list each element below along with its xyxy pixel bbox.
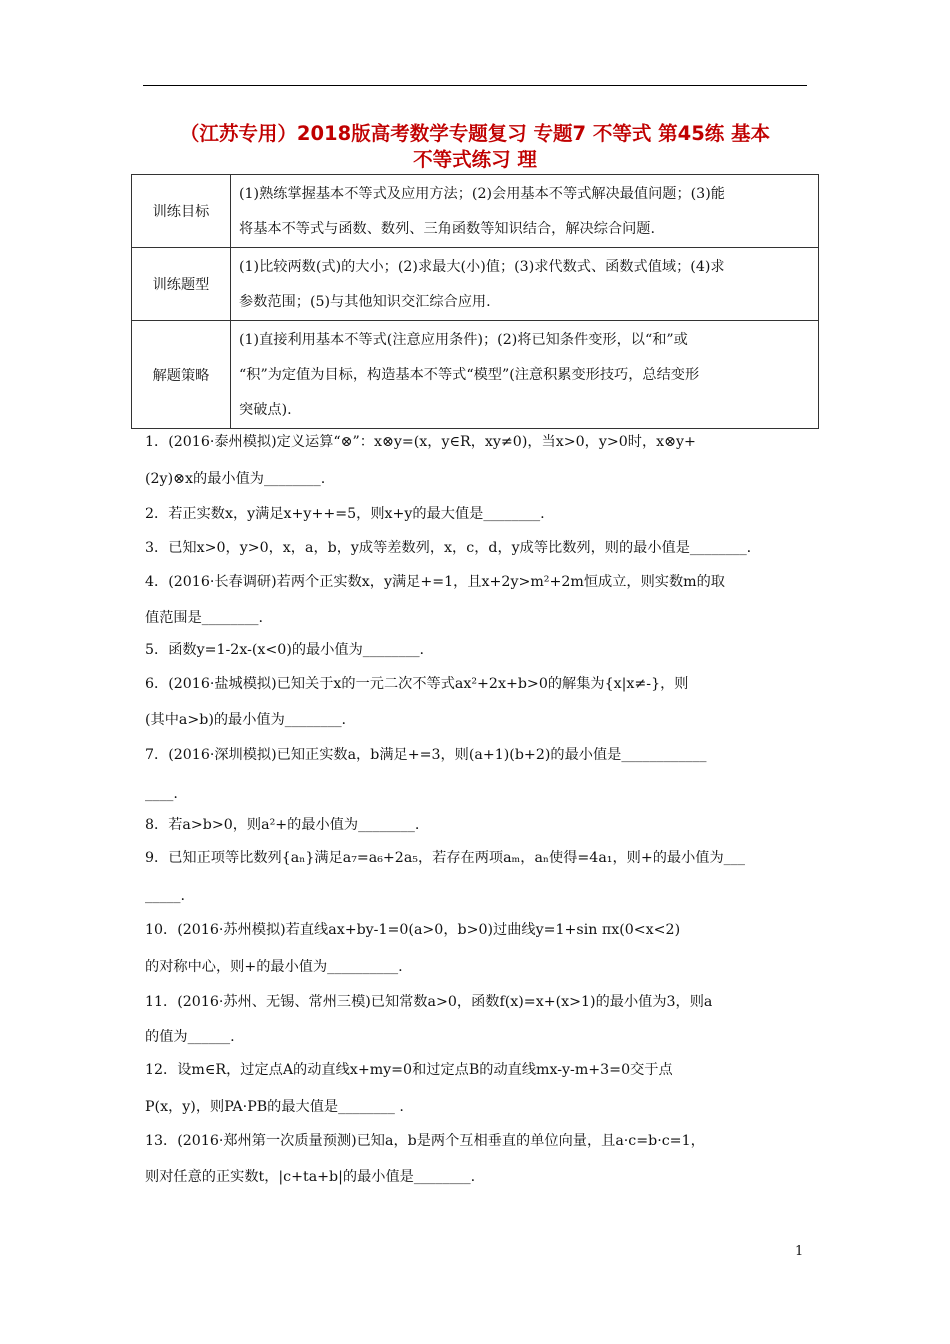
- question-line: 11．(2016·苏州、无锡、常州三模)已知常数a>0，函数f(x)=x+(x>1)的最小值为3，则a: [145, 994, 713, 1010]
- table-row: [132, 175, 819, 248]
- content-line: (1)熟练掌握基本不等式及应用方法；(2)会用基本不等式解决最值问题；(3)能: [239, 186, 725, 202]
- question-line: 8．若a>b>0，则a²+的最小值为________.: [145, 817, 420, 833]
- question-line: 4．(2016·长春调研)若两个正实数x，y满足+=1，且x+2y>m²+2m恒成立，则实数m的取: [145, 574, 725, 590]
- title-line-2: 不等式练习 理: [413, 148, 537, 171]
- question-line: 5．函数y=1-2x-(x<0)的最小值为________.: [145, 642, 425, 658]
- question-line: (2y)⊗x的最小值为________.: [145, 471, 326, 487]
- question-line: 7．(2016·深圳模拟)已知正实数a，b满足+=3，则(a+1)(b+2)的最小值是____________: [145, 747, 707, 763]
- header-rule: [143, 85, 807, 86]
- question-line: 2．若正实数x，y满足x+y++=5，则x+y的最大值是________.: [145, 506, 545, 522]
- question-line: P(x，y)，则PA·PB的最大值是________ .: [145, 1099, 404, 1115]
- row-label: 训练题型: [132, 248, 231, 321]
- question-line: _____.: [145, 888, 185, 904]
- table-row: [132, 321, 819, 429]
- document-title: [143, 121, 807, 173]
- question-line: 3．已知x>0，y>0，x，a，b，y成等差数列，x，c，d，y成等比数列，则的最小值是________.: [145, 540, 752, 556]
- page-number: 1: [795, 1244, 804, 1259]
- question-line: 则对任意的正实数t，|c+ta+b|的最小值是________.: [145, 1169, 476, 1185]
- question-line: 的值为______.: [145, 1029, 235, 1045]
- question-line: (其中a>b)的最小值为________.: [145, 712, 347, 728]
- row-content: [231, 321, 819, 429]
- question-line: 9．已知正项等比数列{aₙ}满足a₇=a₆+2a₅，若存在两项aₘ，aₙ使得=4a₁，则+的最小值为___: [145, 850, 745, 866]
- content-line: (1)比较两数(式)的大小；(2)求最大(小)值；(3)求代数式、函数式值域；(4)求: [239, 259, 725, 275]
- content-line: (1)直接利用基本不等式(注意应用条件)；(2)将已知条件变形，以“和”或: [239, 332, 688, 348]
- row-label: 解题策略: [132, 321, 231, 429]
- question-line: ____.: [145, 786, 178, 802]
- question-line: 值范围是________.: [145, 610, 264, 626]
- question-line: 的对称中心，则+的最小值为__________.: [145, 959, 403, 975]
- content-line: 突破点).: [239, 402, 292, 418]
- question-line: 1．(2016·泰州模拟)定义运算“⊗”：x⊗y=(x，y∈R，xy≠0)，当x>0，y>0时，x⊗y+: [145, 434, 696, 450]
- content-line: 将基本不等式与函数、数列、三角函数等知识结合，解决综合问题.: [239, 221, 655, 237]
- question-line: 13．(2016·郑州第一次质量预测)已知a，b是两个互相垂直的单位向量，且a·c=b·c=1，: [145, 1133, 705, 1149]
- row-label: 训练目标: [132, 175, 231, 248]
- row-content: [231, 248, 819, 321]
- training-info-table: [131, 174, 819, 429]
- row-content: [231, 175, 819, 248]
- table-row: [132, 248, 819, 321]
- title-line-1: （江苏专用）2018版高考数学专题复习 专题7 不等式 第45练 基本: [179, 122, 771, 145]
- question-line: 10．(2016·苏州模拟)若直线ax+by-1=0(a>0，b>0)过曲线y=1+sin πx(0<x<2): [145, 922, 681, 938]
- content-line: “积”为定值为目标，构造基本不等式“模型”(注意积累变形技巧，总结变形: [239, 367, 700, 383]
- question-line: 12．设m∈R，过定点A的动直线x+my=0和过定点B的动直线mx-y-m+3=0交于点: [145, 1062, 673, 1078]
- question-line: 6．(2016·盐城模拟)已知关于x的一元二次不等式ax²+2x+b>0的解集为{x|x≠-}，则: [145, 676, 689, 692]
- content-line: 参数范围；(5)与其他知识交汇综合应用.: [239, 294, 491, 310]
